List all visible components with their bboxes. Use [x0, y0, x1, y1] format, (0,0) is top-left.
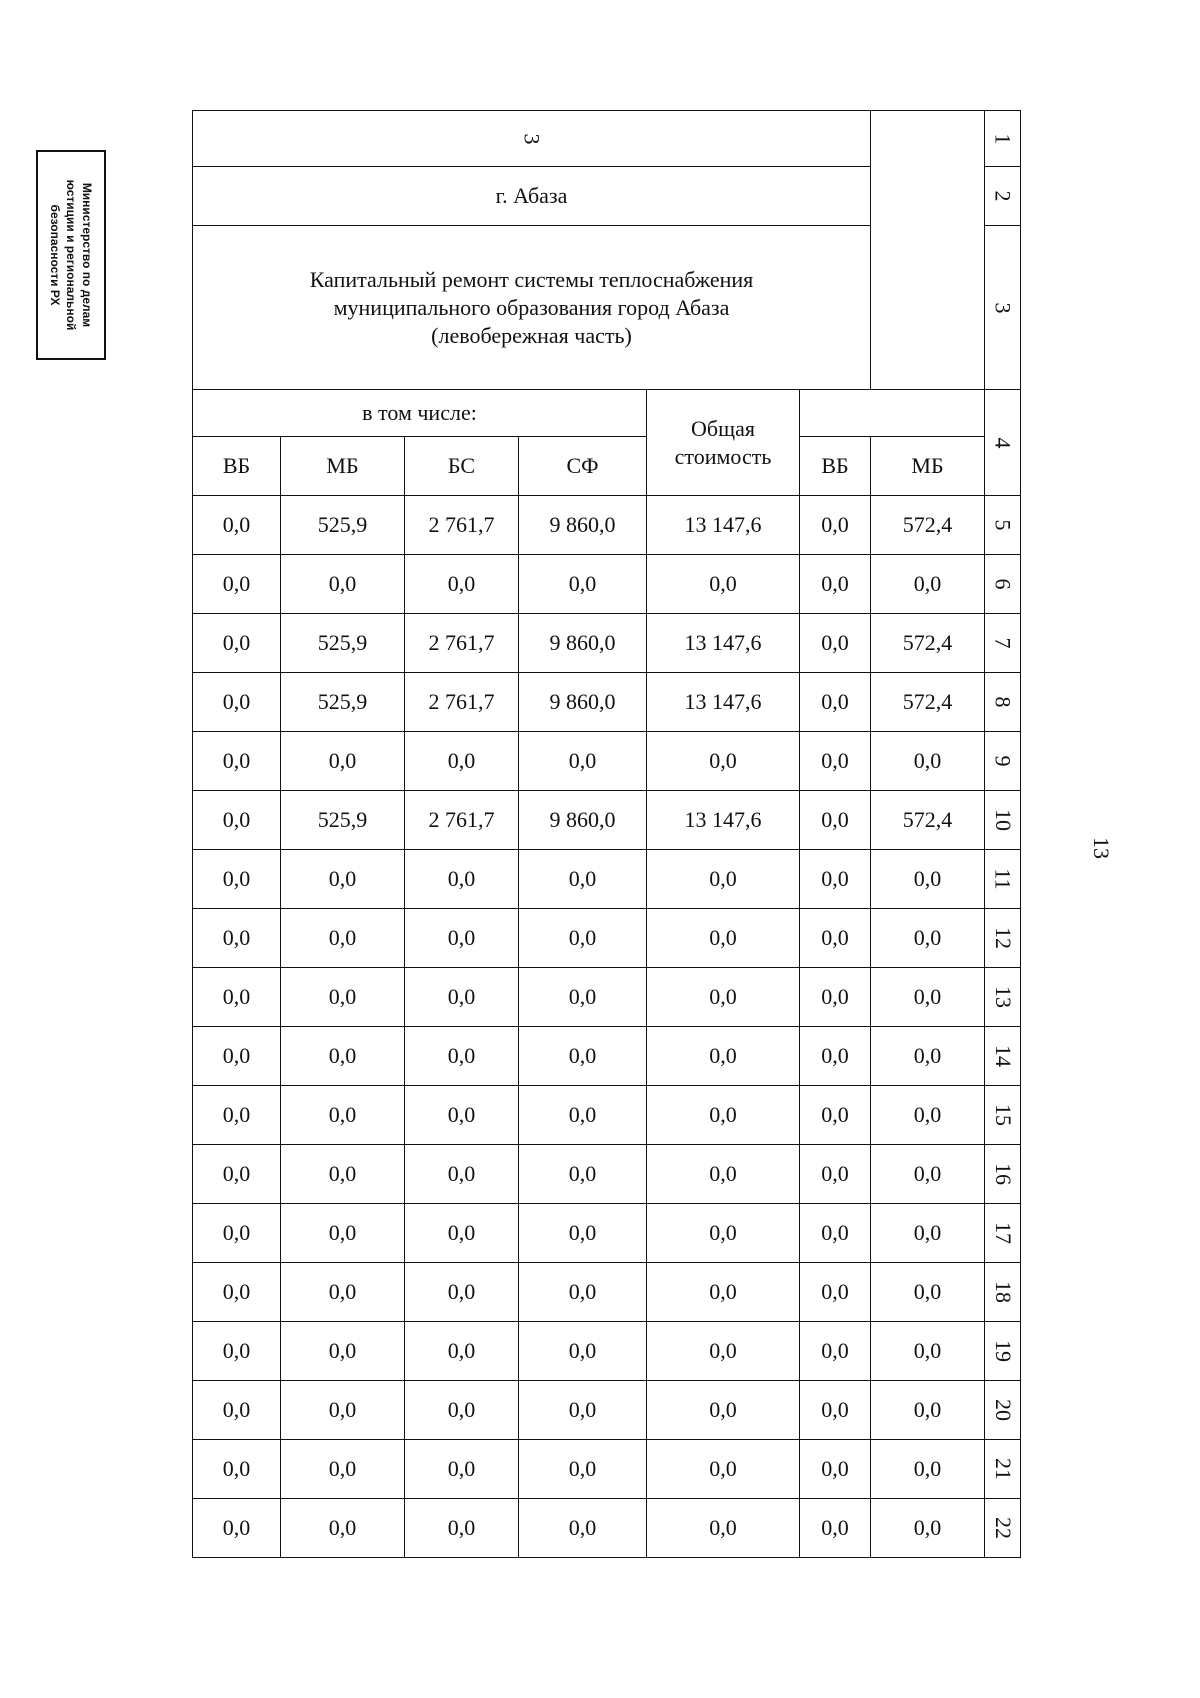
- table-row: [193, 1381, 1021, 1440]
- cell-vb: 0,0: [193, 1440, 281, 1499]
- cell-sf: 0,0: [519, 850, 647, 909]
- cell-mb: 0,0: [281, 1027, 405, 1086]
- cell-sf: 0,0: [519, 1086, 647, 1145]
- cell-mb: 0,0: [281, 1440, 405, 1499]
- table-row: [193, 1027, 1021, 1086]
- row-number: 10: [985, 791, 1021, 850]
- cell-mb: 0,0: [281, 850, 405, 909]
- header-city: г. Абаза: [193, 167, 871, 226]
- cell-vb2: 0,0: [800, 1263, 871, 1322]
- table-row: [193, 496, 1021, 555]
- cell-vb: 0,0: [193, 1499, 281, 1558]
- cell-vb: 0,0: [193, 1322, 281, 1381]
- registration-stamp: [36, 150, 106, 360]
- table-row: [193, 673, 1021, 732]
- cell-total: 0,0: [647, 732, 800, 791]
- cell-bs: 0,0: [405, 1086, 519, 1145]
- cell-vb2: 0,0: [800, 1440, 871, 1499]
- cell-vb2: 0,0: [800, 850, 871, 909]
- row-number: 4: [985, 390, 1021, 496]
- row-number: 2: [985, 167, 1021, 226]
- header-col-number: 3: [193, 111, 871, 167]
- table-row: [193, 1440, 1021, 1499]
- cell-mb2: 0,0: [871, 909, 985, 968]
- cell-mb: 525,9: [281, 496, 405, 555]
- cell-sf: 0,0: [519, 555, 647, 614]
- column-header-vb-2: ВБ: [800, 437, 871, 496]
- cell-sf: 0,0: [519, 1440, 647, 1499]
- description-line: муниципального образования город Абаза: [333, 294, 730, 320]
- cell-mb2: 572,4: [871, 614, 985, 673]
- table-row: [193, 1322, 1021, 1381]
- row-number: 3: [985, 226, 1021, 390]
- cell-vb: 0,0: [193, 1204, 281, 1263]
- row-number: 20: [985, 1381, 1021, 1440]
- cell-mb: 0,0: [281, 1499, 405, 1558]
- cell-total: 0,0: [647, 1263, 800, 1322]
- cell-bs: 0,0: [405, 1322, 519, 1381]
- cell-vb: 0,0: [193, 791, 281, 850]
- cell-bs: 0,0: [405, 968, 519, 1027]
- cell-vb2: 0,0: [800, 1322, 871, 1381]
- cell-mb2: 0,0: [871, 850, 985, 909]
- cell-sf: 0,0: [519, 1027, 647, 1086]
- cell-sf: 0,0: [519, 1322, 647, 1381]
- cell-total: 0,0: [647, 1086, 800, 1145]
- cell-vb: 0,0: [193, 496, 281, 555]
- cell-vb2: 0,0: [800, 1027, 871, 1086]
- column-header-bs: БС: [405, 437, 519, 496]
- cell-vb: 0,0: [193, 614, 281, 673]
- cell-vb2: 0,0: [800, 1499, 871, 1558]
- cell-mb: 525,9: [281, 673, 405, 732]
- table-row: [193, 850, 1021, 909]
- cell-vb: 0,0: [193, 968, 281, 1027]
- cell-vb2: 0,0: [800, 1145, 871, 1204]
- cell-vb2: 0,0: [800, 673, 871, 732]
- cell-mb: 0,0: [281, 1204, 405, 1263]
- total-cost-line: Общая: [691, 415, 755, 441]
- cell-total: 13 147,6: [647, 496, 800, 555]
- table-row: [193, 555, 1021, 614]
- column-header-mb-2: МБ: [871, 437, 985, 496]
- cell-vb: 0,0: [193, 1263, 281, 1322]
- cell-mb: 0,0: [281, 1381, 405, 1440]
- cell-vb: 0,0: [193, 1145, 281, 1204]
- cell-bs: 0,0: [405, 1027, 519, 1086]
- row-number: 19: [985, 1322, 1021, 1381]
- row-number: 21: [985, 1440, 1021, 1499]
- cell-mb: 0,0: [281, 1086, 405, 1145]
- cell-sf: 0,0: [519, 1263, 647, 1322]
- cell-total: 13 147,6: [647, 673, 800, 732]
- cell-bs: 0,0: [405, 1204, 519, 1263]
- description-line: (левобережная часть): [431, 322, 632, 348]
- cell-sf: 0,0: [519, 968, 647, 1027]
- cell-mb: 0,0: [281, 1263, 405, 1322]
- cell-vb: 0,0: [193, 732, 281, 791]
- cell-total: 0,0: [647, 1440, 800, 1499]
- cell-sf: 0,0: [519, 1381, 647, 1440]
- cell-bs: 0,0: [405, 1499, 519, 1558]
- cell-mb2: 0,0: [871, 1322, 985, 1381]
- table-row: [193, 732, 1021, 791]
- row-number: 16: [985, 1145, 1021, 1204]
- cell-mb: 0,0: [281, 1145, 405, 1204]
- header-empty-cell: [871, 111, 985, 390]
- cell-total: 13 147,6: [647, 614, 800, 673]
- stamp-line: безопасности РХ: [48, 204, 62, 306]
- row-number: 17: [985, 1204, 1021, 1263]
- cell-mb: 0,0: [281, 1322, 405, 1381]
- cell-vb: 0,0: [193, 1086, 281, 1145]
- row-number: 7: [985, 614, 1021, 673]
- cell-total: 0,0: [647, 1145, 800, 1204]
- cell-mb2: 0,0: [871, 555, 985, 614]
- cell-sf: 9 860,0: [519, 791, 647, 850]
- cell-total: 0,0: [647, 1204, 800, 1263]
- cell-bs: 2 761,7: [405, 496, 519, 555]
- cell-total: 0,0: [647, 1499, 800, 1558]
- cell-mb2: 0,0: [871, 968, 985, 1027]
- table-row: [193, 909, 1021, 968]
- column-header-mb: МБ: [281, 437, 405, 496]
- cell-bs: 0,0: [405, 850, 519, 909]
- cell-sf: 0,0: [519, 1145, 647, 1204]
- row-number: 12: [985, 909, 1021, 968]
- cell-mb2: 0,0: [871, 1145, 985, 1204]
- cell-sf: 9 860,0: [519, 673, 647, 732]
- column-header-sf: СФ: [519, 437, 647, 496]
- row-number: 14: [985, 1027, 1021, 1086]
- cell-mb2: 0,0: [871, 732, 985, 791]
- cell-mb2: 0,0: [871, 1440, 985, 1499]
- description-line: Капитальный ремонт системы теплоснабжения: [309, 266, 754, 292]
- cell-bs: 0,0: [405, 1263, 519, 1322]
- table-row: [193, 791, 1021, 850]
- row-number: 18: [985, 1263, 1021, 1322]
- cell-mb2: 0,0: [871, 1027, 985, 1086]
- cell-vb: 0,0: [193, 850, 281, 909]
- cell-total: 0,0: [647, 555, 800, 614]
- cell-total: 0,0: [647, 1027, 800, 1086]
- cell-sf: 0,0: [519, 1499, 647, 1558]
- cell-vb2: 0,0: [800, 791, 871, 850]
- cell-bs: 0,0: [405, 732, 519, 791]
- row-number: 11: [985, 850, 1021, 909]
- header-total-cost: [647, 390, 800, 496]
- cell-vb: 0,0: [193, 555, 281, 614]
- cell-bs: 2 761,7: [405, 791, 519, 850]
- row-number: 15: [985, 1086, 1021, 1145]
- cell-mb2: 0,0: [871, 1086, 985, 1145]
- cell-mb2: 0,0: [871, 1381, 985, 1440]
- cell-mb: 0,0: [281, 732, 405, 791]
- cell-vb2: 0,0: [800, 555, 871, 614]
- cell-vb2: 0,0: [800, 909, 871, 968]
- header-empty-cell: [800, 390, 985, 437]
- total-cost-line: стоимость: [674, 443, 772, 469]
- cell-sf: 9 860,0: [519, 614, 647, 673]
- row-number: 5: [985, 496, 1021, 555]
- header-description: [193, 226, 871, 390]
- cell-mb2: 572,4: [871, 791, 985, 850]
- cell-sf: 0,0: [519, 732, 647, 791]
- financing-table: [192, 110, 1021, 1558]
- cell-vb2: 0,0: [800, 968, 871, 1027]
- row-number: 9: [985, 732, 1021, 791]
- cell-mb: 0,0: [281, 968, 405, 1027]
- column-header-vb: ВБ: [193, 437, 281, 496]
- cell-vb2: 0,0: [800, 1086, 871, 1145]
- cell-vb: 0,0: [193, 673, 281, 732]
- cell-vb2: 0,0: [800, 732, 871, 791]
- stamp-line: юстиции и региональной: [64, 179, 78, 331]
- row-number: 13: [985, 968, 1021, 1027]
- stamp-text: [47, 180, 95, 331]
- cell-mb: 525,9: [281, 791, 405, 850]
- cell-bs: 0,0: [405, 909, 519, 968]
- row-number: 22: [985, 1499, 1021, 1558]
- cell-bs: 2 761,7: [405, 673, 519, 732]
- cell-total: 0,0: [647, 968, 800, 1027]
- cell-vb2: 0,0: [800, 1204, 871, 1263]
- cell-total: 0,0: [647, 909, 800, 968]
- row-number: 8: [985, 673, 1021, 732]
- cell-bs: 0,0: [405, 555, 519, 614]
- table-row: [193, 614, 1021, 673]
- cell-mb2: 572,4: [871, 496, 985, 555]
- cell-vb2: 0,0: [800, 1381, 871, 1440]
- table-row: [193, 1499, 1021, 1558]
- cell-mb: 0,0: [281, 555, 405, 614]
- row-number: 6: [985, 555, 1021, 614]
- cell-total: 0,0: [647, 1322, 800, 1381]
- cell-vb2: 0,0: [800, 496, 871, 555]
- cell-mb2: 0,0: [871, 1263, 985, 1322]
- table-row: [193, 1204, 1021, 1263]
- cell-sf: 9 860,0: [519, 496, 647, 555]
- header-including: в том числе:: [193, 390, 647, 437]
- cell-bs: 0,0: [405, 1145, 519, 1204]
- cell-vb: 0,0: [193, 909, 281, 968]
- cell-bs: 2 761,7: [405, 614, 519, 673]
- cell-mb2: 572,4: [871, 673, 985, 732]
- cell-total: 13 147,6: [647, 791, 800, 850]
- cell-mb2: 0,0: [871, 1204, 985, 1263]
- page-number: 13: [1089, 837, 1114, 859]
- cell-mb: 0,0: [281, 909, 405, 968]
- cell-mb: 525,9: [281, 614, 405, 673]
- table-row: [193, 1086, 1021, 1145]
- table-row: [193, 1263, 1021, 1322]
- table-row: [193, 968, 1021, 1027]
- row-number: 1: [985, 111, 1021, 167]
- stamp-line: Министерство по делам: [80, 182, 94, 328]
- cell-total: 0,0: [647, 850, 800, 909]
- table-row: [193, 1145, 1021, 1204]
- cell-bs: 0,0: [405, 1440, 519, 1499]
- cell-sf: 0,0: [519, 1204, 647, 1263]
- cell-vb: 0,0: [193, 1027, 281, 1086]
- cell-mb2: 0,0: [871, 1499, 985, 1558]
- cell-vb2: 0,0: [800, 614, 871, 673]
- cell-total: 0,0: [647, 1381, 800, 1440]
- cell-vb: 0,0: [193, 1381, 281, 1440]
- cell-sf: 0,0: [519, 909, 647, 968]
- cell-bs: 0,0: [405, 1381, 519, 1440]
